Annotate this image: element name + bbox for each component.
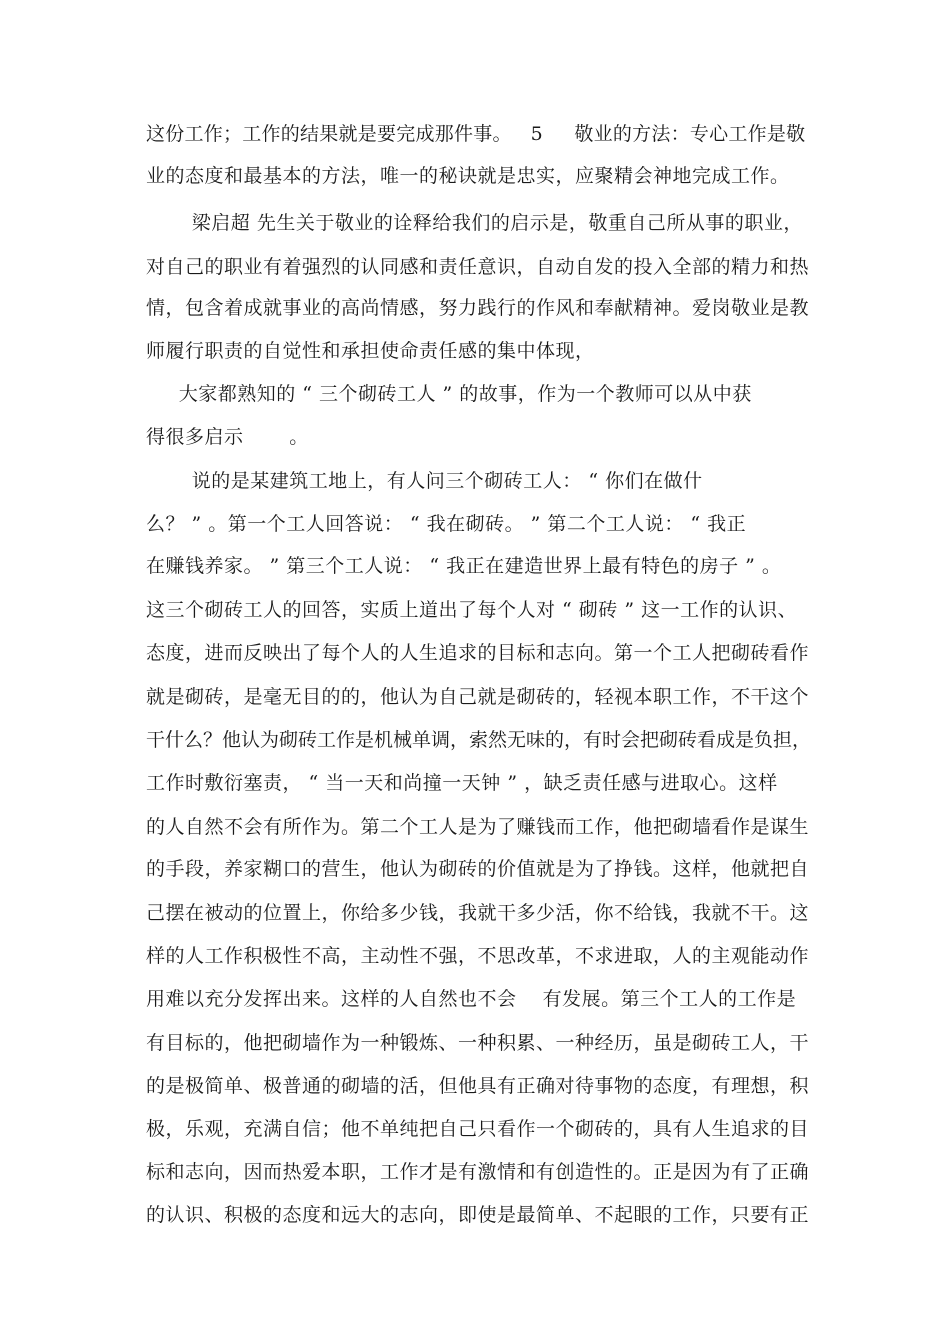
text-line: 师履行职责的自觉性和承担使命责任感的集中体现， (146, 340, 595, 362)
text-line: 用难以充分发挥出来。这样的人自然也不会 有发展。第三个工人的工作是 (146, 988, 797, 1010)
text-line: 工作时敷衍塞责， “ 当一天和尚撞一天钟 ” ，缺乏责任感与进取心。这样 (146, 772, 778, 794)
text-line: 极，乐观，充满自信；他不单纯把自己只看作一个砌砖的，具有人生追求的目 (146, 1118, 810, 1140)
text-line: 得很多启示 。 (146, 426, 309, 448)
text-line: 己摆在被动的位置上，你给多少钱，我就干多少活，你不给钱，我就不干。这 (146, 902, 810, 924)
text-line: 梁启超 先生关于敬业的诠释给我们的启示是，敬重自己所从事的职业， (146, 212, 803, 234)
text-line: 的人自然不会有所作为。第二个工人是为了赚钱而工作，他把砌墙看作是谋生 (146, 816, 810, 838)
text-line: 的认识、积极的态度和远大的志向，即使是最简单、不起眼的工作，只要有正 (146, 1204, 810, 1226)
text-line: 在赚钱养家。 ” 第三个工人说： “ 我正在建造世界上最有特色的房子 ” 。 (146, 555, 782, 577)
text-line: 么？ ” 。第一个工人回答说： “ 我在砌砖。 ” 第二个工人说： “ 我正 (146, 513, 747, 535)
text-line: 干什么？他认为砌砖工作是机械单调，索然无味的，有时会把砌砖看成是负担， (146, 729, 812, 751)
text-line: 的手段，养家糊口的营生，他认为砌砖的价值就是为了挣钱。这样，他就把自 (146, 858, 810, 880)
text-line: 的是极简单、极普通的砌墙的活，但他具有正确对待事物的态度，有理想，积 (146, 1075, 810, 1097)
text-line: 有目标的，他把砌墙作为一种锻炼、一种积累、一种经历，虽是砌砖工人，干 (146, 1032, 810, 1054)
text-line: 这三个砌砖工人的回答，实质上道出了每个人对 “ 砌砖 ” 这一工作的认识、 (146, 599, 798, 621)
text-line: 这份工作；工作的结果就是要完成那件事。 5 敬业的方法：专心工作是敬 (146, 123, 806, 145)
text-line: 态度，进而反映出了每个人的人生追求的目标和志向。第一个工人把砌砖看作 (146, 642, 810, 664)
text-line: 就是砌砖，是毫无目的的，他认为自己就是砌砖的，轻视本职工作，不干这个 (146, 686, 810, 708)
text-line: 大家都熟知的 “ 三个砌砖工人 ” 的故事，作为一个教师可以从中获 (146, 383, 752, 405)
text-line: 对自己的职业有着强烈的认同感和责任意识，自动自发的投入全部的精力和热 (146, 256, 810, 278)
text-line: 业的态度和最基本的方法，唯一的秘诀就是忠实，应聚精会神地完成工作。 (146, 165, 790, 187)
text-line: 标和志向，因而热爱本职，工作才是有激情和有创造性的。正是因为有了正确 (146, 1161, 810, 1183)
text-line: 情，包含着成就事业的高尚情感，努力践行的作风和奉献精神。爱岗敬业是教 (146, 297, 810, 319)
text-line: 样的人工作积极性不高，主动性不强，不思改革，不求进取，人的主观能动作 (146, 945, 810, 967)
text-line: 说的是某建筑工地上，有人问三个砌砖工人： “ 你们在做什 (146, 470, 703, 492)
